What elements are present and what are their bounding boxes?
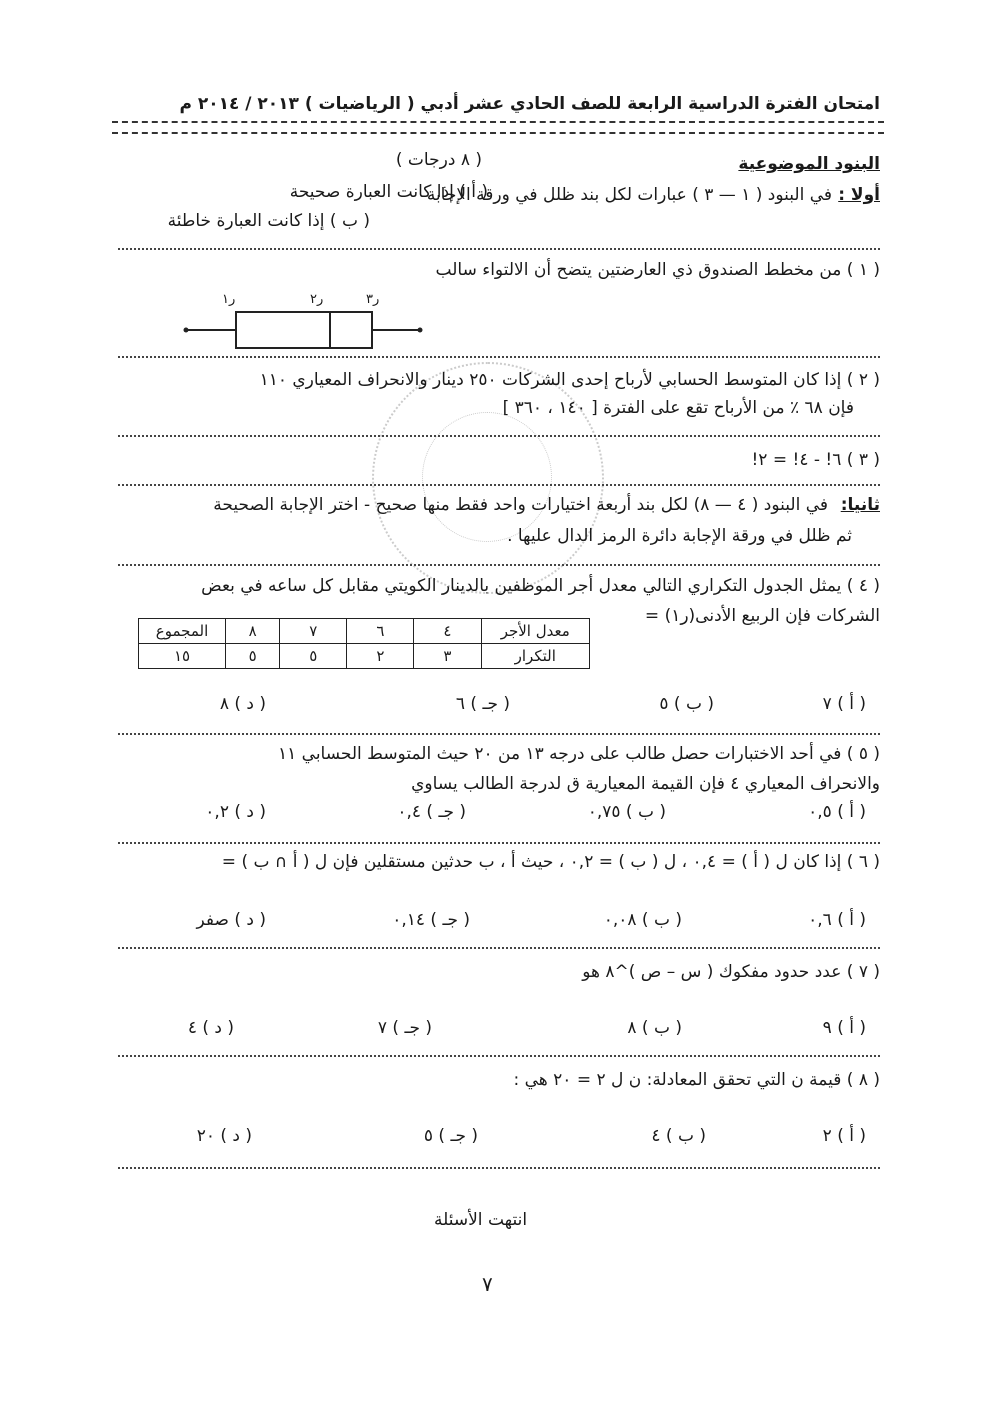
q5-option-b[interactable]: ( ب ) ٠,٧٥ [587, 802, 666, 822]
table-row [139, 619, 590, 644]
q4-option-d[interactable]: ( د ) ٨ [219, 694, 266, 714]
question-5-line-2: والانحراف المعياري ٤ فإن القيمة المعيارية ق لدرجة الطالب يساوي [411, 774, 880, 794]
table-cell: ٥ [280, 644, 347, 669]
part2-label: ثانيا: [840, 495, 880, 515]
q8-option-b[interactable]: ( ب ) ٤ [651, 1126, 706, 1146]
q5-option-c[interactable]: ( جـ ) ٠,٤ [397, 802, 466, 822]
end-of-questions: انتهت الأسئلة [434, 1210, 528, 1230]
table-row [139, 644, 590, 669]
table-cell: ٢ [347, 644, 414, 669]
table-cell: ٤ [414, 619, 481, 644]
q7-option-a[interactable]: ( أ ) ٩ [822, 1018, 866, 1038]
section-marks: ( ٨ درجات ) [395, 150, 482, 170]
seal-stamp [372, 362, 604, 594]
question-4-line-2: الشركات فإن الربيع الأدنى(ر١) = [644, 606, 880, 626]
table-cell: المجموع [139, 619, 226, 644]
divider [118, 842, 880, 844]
q8-option-d[interactable]: ( د ) ٢٠ [196, 1126, 252, 1146]
question-7: ( ٧ ) عدد حدود مفكوك ( س – ص )^٨ هو [582, 962, 880, 982]
q7-option-d[interactable]: ( د ) ٤ [187, 1018, 234, 1038]
q7-option-b[interactable]: ( ب ) ٨ [627, 1018, 682, 1038]
divider [118, 1167, 880, 1169]
divider [118, 947, 880, 949]
box-label-q1: ر١ [222, 292, 236, 307]
question-8: ( ٨ ) قيمة ن التي تحقق المعادلة: ن ل ٢ = ٢٠ هي : [513, 1070, 880, 1090]
header-rule-1 [112, 121, 884, 123]
box-plot-box [236, 312, 372, 348]
q6-option-a[interactable]: ( أ ) ٠,٦ [808, 910, 866, 930]
table-cell: ١٥ [139, 644, 226, 669]
divider [118, 248, 880, 250]
question-3: ( ٣ ) ٦! - ٤! = ٢! [751, 450, 880, 470]
q8-option-a[interactable]: ( أ ) ٢ [822, 1126, 866, 1146]
part2-intro-line-1: في البنود ( ٤ — ٨) لكل بند أربعة اختيارات واحد فقط منها صحيح - اختر الإجابة الصحيحة [213, 495, 828, 515]
box-plot-max-point [418, 328, 423, 333]
box-label-q3: ر٣ [366, 292, 380, 307]
divider [118, 564, 880, 566]
divider [118, 1055, 880, 1057]
question-2-line-2: فإن ٦٨ ٪ من الأرباح تقع على الفترة [ ١٤٠ ، ٣٦٠ ] [502, 398, 854, 418]
table-cell: ٧ [280, 619, 347, 644]
section-heading: البنود الموضوعية [738, 154, 880, 174]
false-option-note: ( ب ) إذا كانت العبارة خاطئة [167, 211, 370, 231]
table-cell: معدل الأجر [481, 619, 589, 644]
question-2-line-1: ( ٢ ) إذا كان المتوسط الحسابي لأرباح إحدى الشركات ٢٥٠ دينار والانحراف المعياري ١١٠ [259, 370, 880, 390]
part2-intro-line-2: ثم ظلل في ورقة الإجابة دائرة الرمز الدال عليها . [507, 526, 852, 546]
box-plot [180, 288, 430, 358]
q4-option-a[interactable]: ( أ ) ٧ [822, 694, 866, 714]
q6-option-c[interactable]: ( جـ ) ٠,١٤ [392, 910, 470, 930]
q6-option-d[interactable]: ( د ) صفر [196, 910, 266, 930]
question-6: ( ٦ ) إذا كان ل ( أ ) = ٠,٤ ، ل ( ب ) = ٠,٢ ، حيث أ ، ب حدثين مستقلين فإن ل ( أ ∩ ب ) = [221, 852, 880, 872]
divider [118, 733, 880, 735]
true-option-note: ( أ ) إذا كانت العبارة صحيحة [289, 182, 488, 202]
table-cell: ٣ [414, 644, 481, 669]
part1-label: أولا : [838, 185, 880, 205]
question-4-line-1: ( ٤ ) يمثل الجدول التكراري التالي معدل أجر الموظفين بالدينار الكويتي مقابل كل ساعه في بعض [201, 576, 880, 596]
header-rule-2 [112, 132, 884, 134]
q5-option-d[interactable]: ( د ) ٠,٢ [205, 802, 266, 822]
q4-option-b[interactable]: ( ب ) ٥ [659, 694, 714, 714]
divider [118, 484, 880, 486]
divider [118, 356, 880, 358]
frequency-table [138, 618, 590, 669]
part1-intro: في البنود ( ١ — ٣ ) عبارات لكل بند ظلل في ورقة الإجابة [426, 185, 832, 205]
exam-title: امتحان الفترة الدراسية الرابعة للصف الحادي عشر أدبي ( الرياضيات ) ٢٠١٣ / ٢٠١٤ م [179, 94, 880, 114]
divider [118, 435, 880, 437]
question-1: ( ١ ) من مخطط الصندوق ذي العارضتين يتضح أن الالتواء سالب [435, 260, 880, 280]
q8-option-c[interactable]: ( جـ ) ٥ [423, 1126, 478, 1146]
table-cell: ٦ [347, 619, 414, 644]
q6-option-b[interactable]: ( ب ) ٠,٠٨ [603, 910, 682, 930]
q7-option-c[interactable]: ( جـ ) ٧ [377, 1018, 432, 1038]
q4-option-c[interactable]: ( جـ ) ٦ [455, 694, 510, 714]
box-plot-min-point [184, 328, 189, 333]
question-5-line-1: ( ٥ ) في أحد الاختبارات حصل طالب على درجه ١٣ من ٢٠ حيث المتوسط الحسابي ١١ [277, 744, 880, 764]
table-cell: ٨ [226, 619, 280, 644]
table-cell: التكرار [481, 644, 589, 669]
page-number: ٧ [482, 1272, 493, 1296]
q5-option-a[interactable]: ( أ ) ٠,٥ [808, 802, 866, 822]
box-label-q2: ر٢ [310, 292, 324, 307]
table-cell: ٥ [226, 644, 280, 669]
